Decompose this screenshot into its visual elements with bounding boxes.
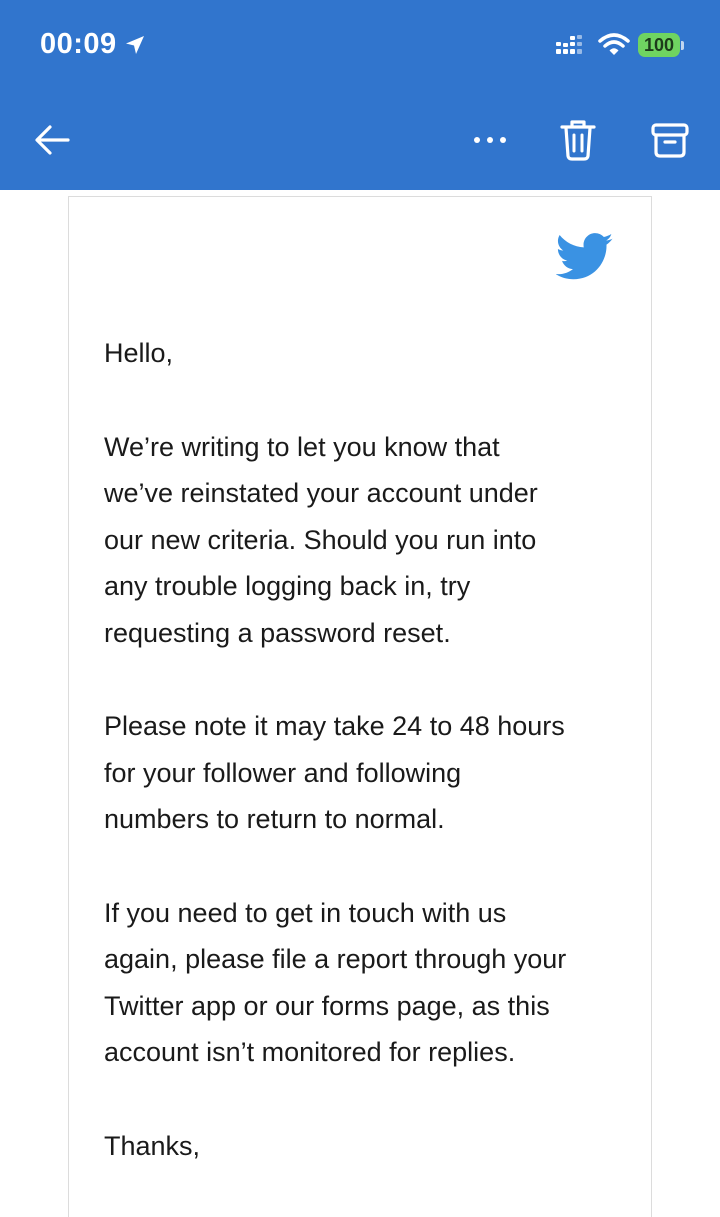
trash-icon (558, 118, 598, 162)
email-paragraph: We’re writing to let you know that we’ve reinstated your account under our new criteria. Should you run into any trouble logging back in, try requesting a password reset. (104, 431, 538, 648)
email-signoff: Thanks, (104, 1130, 201, 1161)
status-bar-indicators (556, 30, 684, 60)
wifi-icon (598, 33, 630, 57)
email-body (104, 330, 634, 1216)
back-button[interactable] (24, 112, 80, 168)
archive-button[interactable] (642, 112, 698, 168)
location-arrow-icon (125, 35, 145, 55)
more-button[interactable] (462, 112, 518, 168)
twitter-bird-icon (556, 232, 614, 282)
more-icon (472, 135, 508, 145)
delete-button[interactable] (550, 112, 606, 168)
battery-tip (681, 41, 684, 50)
status-time: 00:09 (40, 28, 117, 60)
battery-icon (638, 33, 684, 57)
top-bar (0, 0, 720, 190)
back-arrow-icon (32, 122, 72, 158)
status-bar-time-group (40, 28, 145, 61)
email-greeting: Hello, (104, 338, 174, 368)
signal-icon (556, 34, 586, 56)
email-paragraph: Please note it may take 24 to 48 hours for your follower and following numbers to return to normal. (104, 711, 565, 834)
email-paragraph: If you need to get in touch with us again, please file a report through your Twitter app or our forms page, as this account isn’t monitored for replies. (104, 897, 567, 1067)
battery-level: 100 (638, 33, 680, 57)
archive-icon (650, 121, 690, 159)
